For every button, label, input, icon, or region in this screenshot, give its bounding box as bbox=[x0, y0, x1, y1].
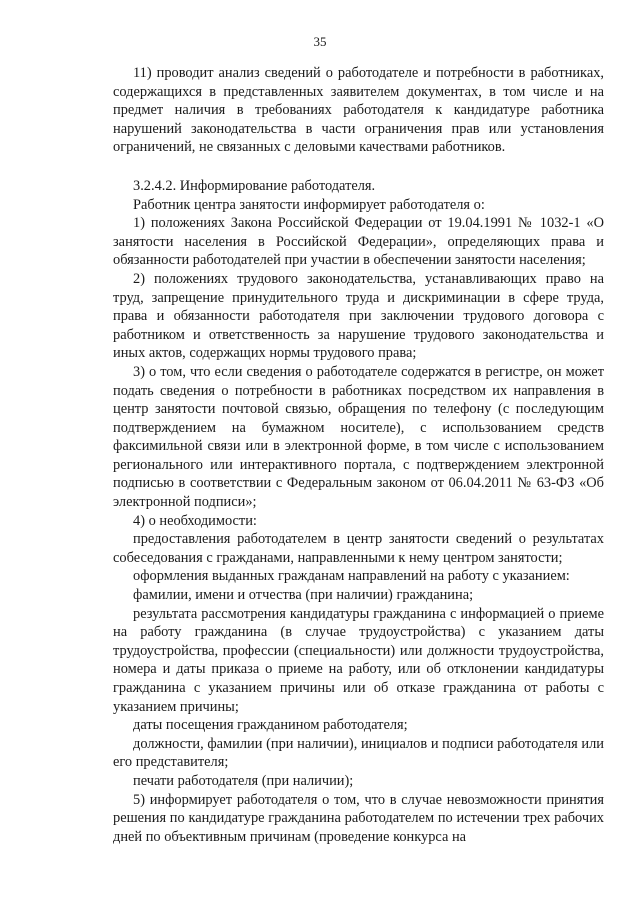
paragraph-referrals: оформления выданных гражданам направлений на работу с указанием: bbox=[133, 568, 570, 585]
section-heading: 3.2.4.2. Информирование работодателя. bbox=[133, 177, 376, 194]
paragraph-intro: Работник центра занятости информирует работодателя о: bbox=[133, 196, 485, 213]
paragraph-results: предоставления работодателем в центр занятости сведений о результатах собеседования с гражданами, направленными к нему центром занятости; bbox=[113, 531, 604, 566]
paragraph-signature: должности, фамилии (при наличии), инициалов и подписи работодателя или его представителя; bbox=[113, 735, 604, 771]
paragraph-item-5: 5) информирует работодателя о том, что в случае невозможности принятия решения по кандидатуре гражданина работодателем по истечении трех рабочих дней по объективным причинам (проведение конкурса на bbox=[113, 791, 604, 845]
paragraph-full-name: фамилии, имени и отчества (при наличии) гражданина; bbox=[133, 587, 474, 604]
section-spacer bbox=[113, 157, 604, 177]
paragraph-visit-date: даты посещения гражданином работодателя; bbox=[133, 717, 408, 734]
document-body bbox=[113, 64, 604, 846]
paragraph-item-4: 4) о необходимости: bbox=[133, 512, 257, 529]
paragraph-item-2: 2) положениях трудового законодательства, устанавливающих право на труд, запрещение принудительного труда и дискриминации в сфере труда, права и обязанности работодателя при заключении трудового договора с работником и ответственность за нарушение трудового законодательства и иных актов, содержащих нормы трудового права; bbox=[113, 270, 604, 362]
paragraph-stamp: печати работодателя (при наличии); bbox=[133, 772, 354, 789]
page-number: 35 bbox=[313, 34, 327, 49]
paragraph-review-result: результата рассмотрения кандидатуры гражданина с информацией о приеме на работу гражданина (в случае трудоустройства) с указанием даты трудоустройства, профессии (специальности) или должности трудоустройства, номера и даты приказа о приеме на работу, или об отклонении кандидатуры гражданина с указанием причины или об отказе гражданина от работы с указанием причины; bbox=[113, 605, 604, 715]
paragraph-item-1: 1) положениях Закона Российской Федерации от 19.04.1991 № 1032-1 «О занятости населения в Российской Федерации», определяющих права и обязанности работодателей при участии в обеспечении занятости населения; bbox=[113, 215, 604, 269]
paragraph-item-11: 11) проводит анализ сведений о работодателе и потребности в работниках, содержащихся в представленных заявителем документах, в том числе и на предмет наличия в требованиях работодателя к кандидатуре работника нарушений законодательства в части ограничения прав или установления ограничений, не связанных с деловыми качествами работников. bbox=[113, 65, 604, 156]
paragraph-item-3: 3) о том, что если сведения о работодателе содержатся в регистре, он может подать сведения о потребности в работниках посредством их направления в центр занятости почтовой связью, обращения по телефону (с последующим подтверждением на бумажном носителе), с использованием средств факсимильной связи или в электронной форме, в том числе с использованием регионального или интерактивного портала, с подтверждением электронной подписью в соответствии с Федеральным законом от 06.04.2011 № 63-ФЗ «Об электронной подписи»; bbox=[113, 363, 604, 511]
